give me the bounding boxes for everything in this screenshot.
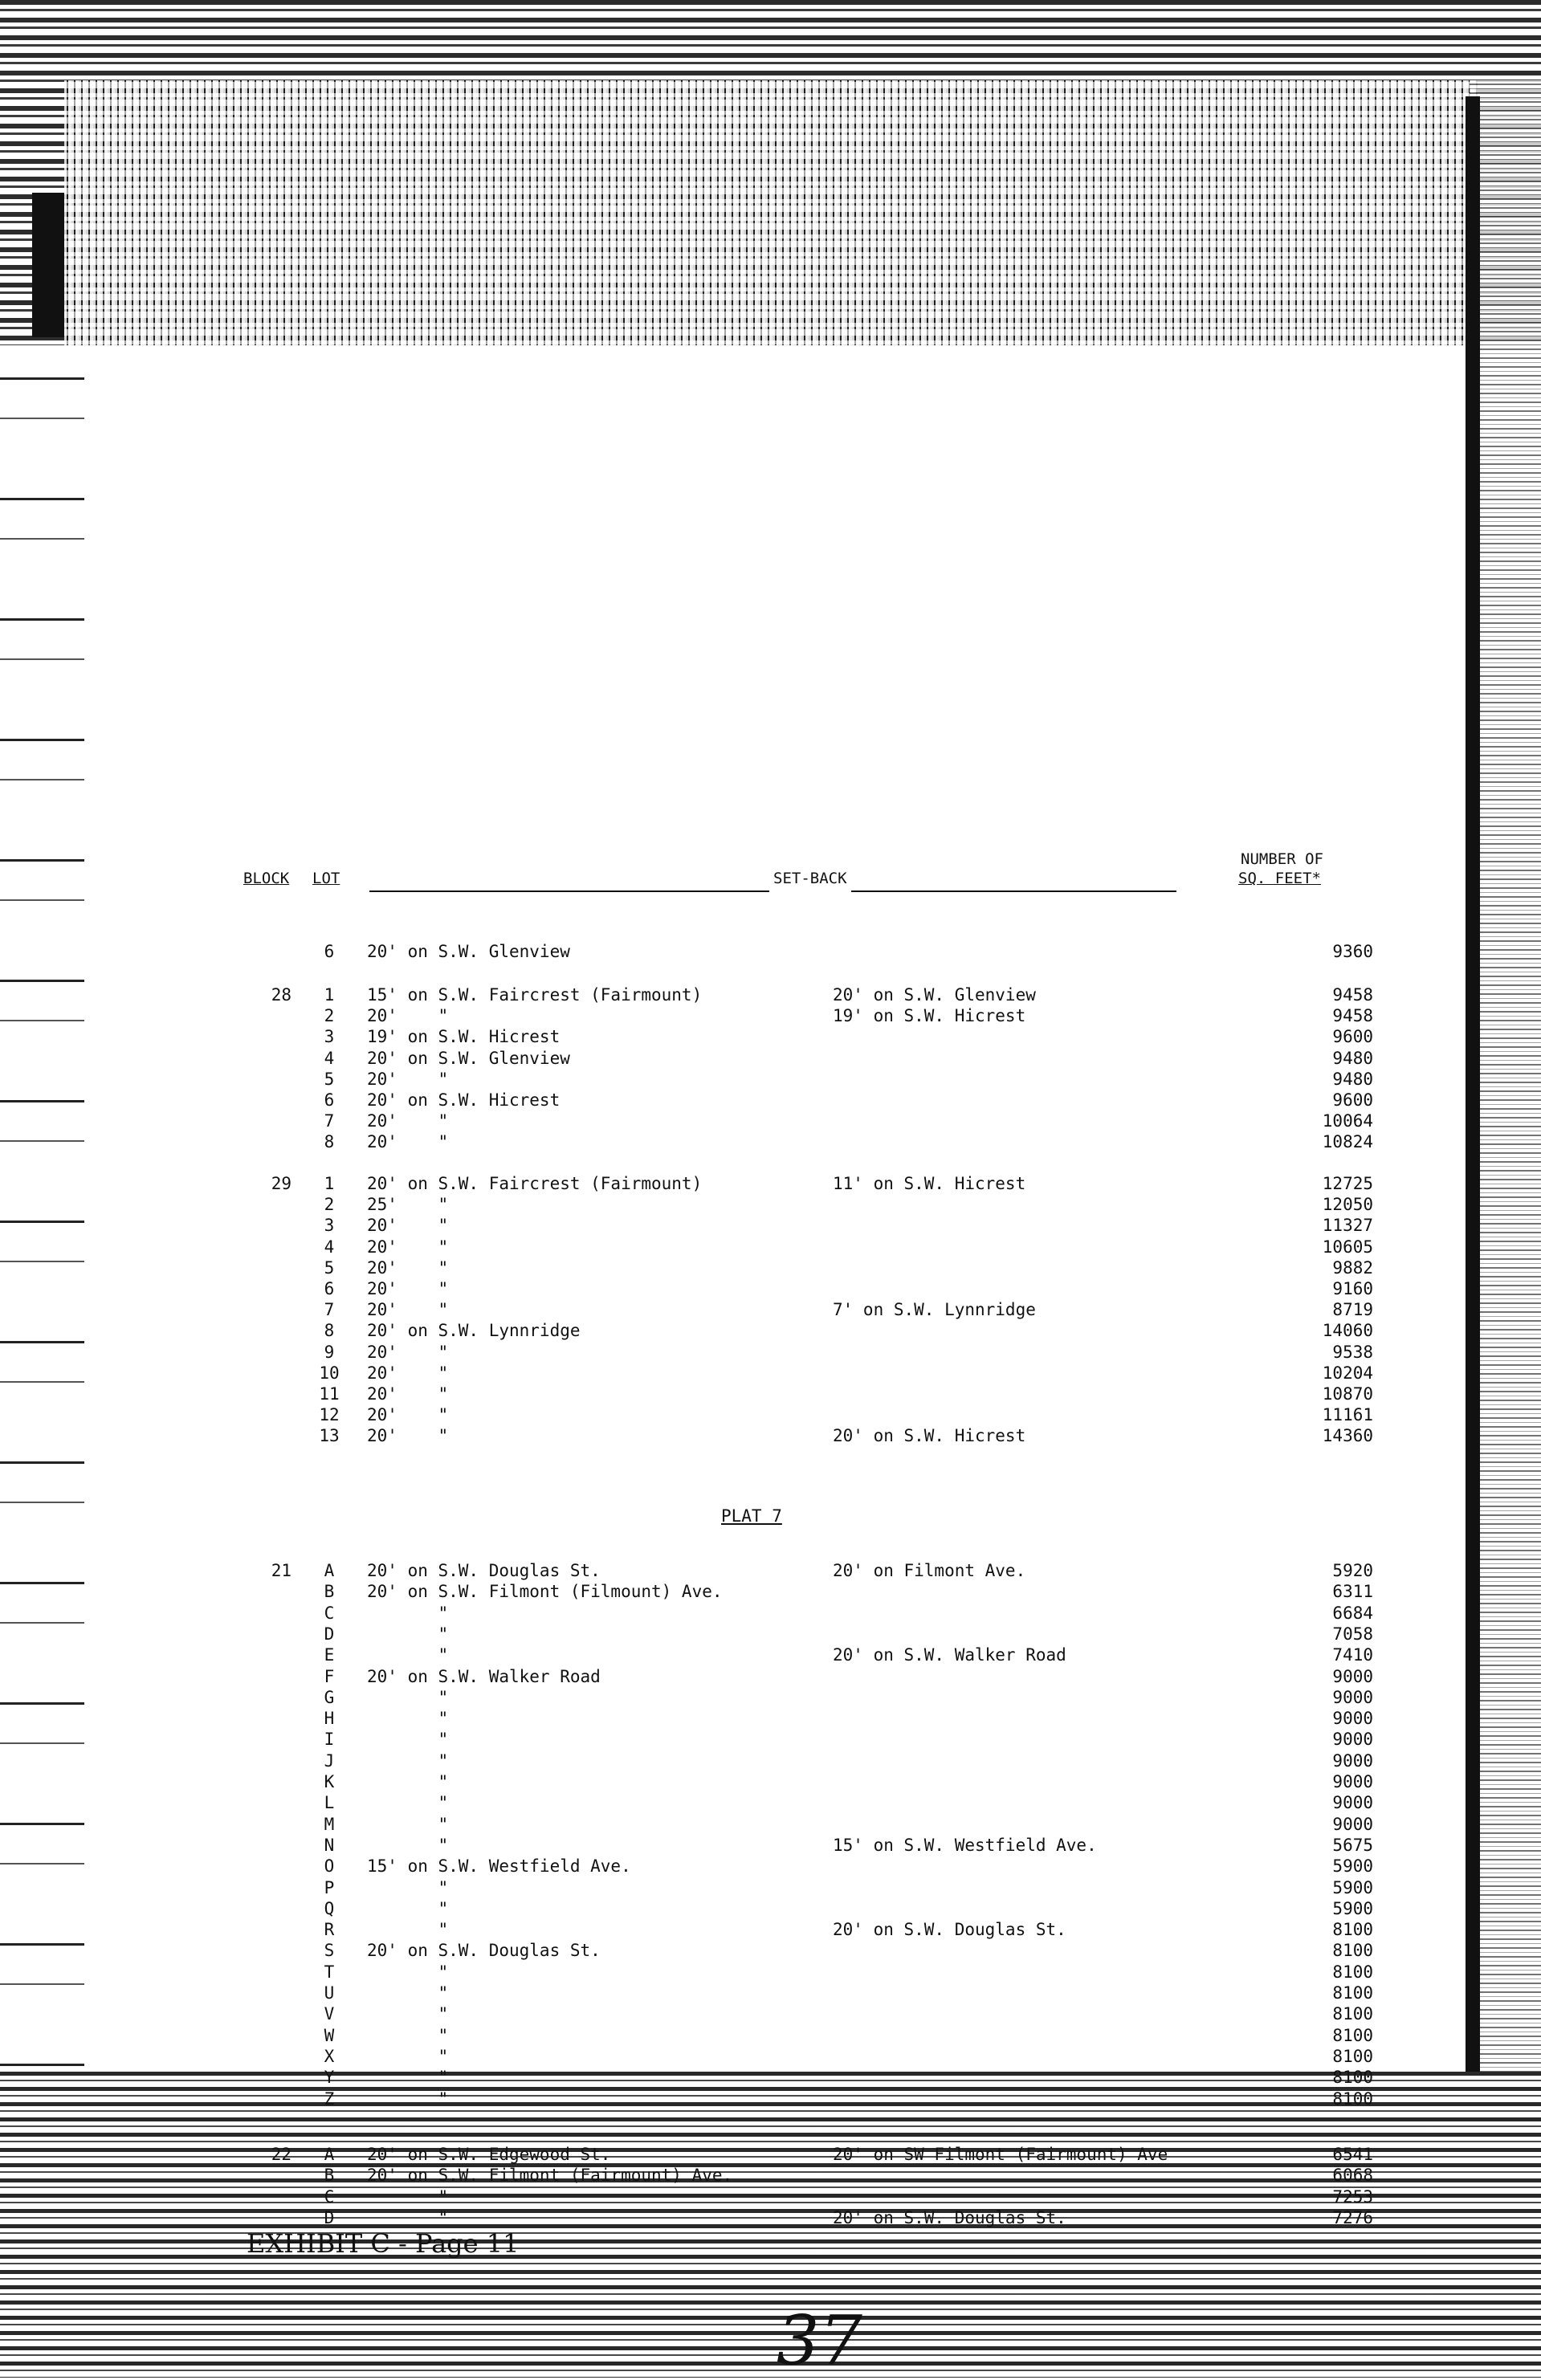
table-row: [84, 2144, 1466, 2166]
setback-primary-cell: ": [367, 1687, 449, 1707]
exhibit-footer: EXHIBIT C - Page 11: [247, 2228, 520, 2259]
table-row: [84, 1425, 1466, 1447]
setback-primary-cell: ": [367, 2046, 449, 2066]
lot-cell: L: [324, 1793, 335, 1813]
scan-noise-right: [1470, 80, 1541, 2072]
sqft-cell: 5900: [1332, 1856, 1373, 1877]
setback-primary-cell: 15' on S.W. Westfield Ave.: [367, 1856, 631, 1877]
lot-cell: 8: [324, 1132, 335, 1152]
table-row: [84, 1771, 1466, 1793]
sqft-cell: 10204: [1322, 1363, 1373, 1383]
table-row: [84, 1919, 1466, 1941]
lot-cell: U: [324, 1983, 335, 2003]
setback-primary-cell: 20' ": [367, 1216, 449, 1236]
lot-cell: 2: [324, 1006, 335, 1026]
lot-cell: D: [324, 1624, 335, 1644]
setback-primary-cell: 20' ": [367, 1132, 449, 1152]
setback-primary-cell: ": [367, 1898, 449, 1918]
table-row: [84, 1111, 1466, 1132]
sqft-cell: 9538: [1332, 1342, 1373, 1362]
table-row: [84, 1560, 1466, 1582]
sqft-cell: 8100: [1332, 1920, 1373, 1940]
table-row: [84, 1173, 1466, 1195]
setback-primary-cell: ": [367, 1645, 449, 1665]
sqft-cell: 9000: [1332, 1793, 1373, 1813]
sqft-cell: 10605: [1322, 1237, 1373, 1257]
sqft-cell: 7253: [1332, 2186, 1373, 2207]
table-row: [84, 1624, 1466, 1645]
handwritten-page-number: 37: [777, 2301, 862, 2380]
sqft-cell: 8100: [1332, 2046, 1373, 2066]
sqft-cell: 5920: [1332, 1561, 1373, 1580]
setback-primary-cell: 20' on S.W. Hicrest: [367, 1090, 561, 1110]
table-row: [84, 1603, 1466, 1624]
setback-primary-cell: ": [367, 1814, 449, 1834]
setback-primary-cell: ": [367, 2207, 449, 2227]
table-row: [84, 1877, 1466, 1899]
sqft-cell: 8100: [1332, 2004, 1373, 2024]
header-rule-left: [369, 890, 769, 892]
header-rule-right: [851, 890, 1176, 892]
table-row: [84, 941, 1466, 963]
sqft-cell: 7276: [1332, 2207, 1373, 2227]
lot-cell: 6: [324, 1090, 335, 1110]
setback-primary-cell: 20' ": [367, 1279, 449, 1298]
lot-cell: 10: [319, 1363, 340, 1383]
lot-cell: 4: [324, 1048, 335, 1068]
lot-cell: M: [324, 1814, 335, 1834]
lot-cell: D: [324, 2207, 335, 2227]
setback-primary-cell: 20' ": [367, 1300, 449, 1320]
setback-primary-cell: 20' on S.W. Douglas St.: [367, 1941, 601, 1961]
table-row: [84, 1090, 1466, 1111]
lot-cell: S: [324, 1941, 335, 1961]
sqft-cell: 9600: [1332, 1027, 1373, 1047]
table-row: [84, 2003, 1466, 2025]
sqft-cell: 9458: [1332, 1006, 1373, 1026]
sqft-cell: 7058: [1332, 1624, 1373, 1644]
lot-cell: T: [324, 1962, 335, 1982]
sqft-cell: 9458: [1332, 985, 1373, 1005]
sqft-cell: 8100: [1332, 1962, 1373, 1982]
table-row: [84, 1005, 1466, 1027]
sqft-cell: 6311: [1332, 1582, 1373, 1602]
setback-primary-cell: 20' on S.W. Edgewood St.: [367, 2145, 611, 2164]
plat-title: PLAT 7: [721, 1506, 782, 1526]
sqft-cell: 9000: [1332, 1730, 1373, 1750]
sqft-cell: 6541: [1332, 2145, 1373, 2164]
table-row: [84, 1581, 1466, 1603]
table-row: [84, 1131, 1466, 1153]
table-row: [84, 1792, 1466, 1814]
setback-primary-cell: 20' on S.W. Walker Road: [367, 1666, 601, 1686]
lot-cell: P: [324, 1877, 335, 1897]
setback-primary-cell: ": [367, 1603, 449, 1623]
header-sqft-line1: NUMBER OF: [1241, 850, 1323, 868]
table-row: [84, 1940, 1466, 1962]
setback-primary-cell: 20' on S.W. Filmont (Filmount) Ave.: [367, 1582, 723, 1602]
sqft-cell: 8100: [1332, 2068, 1373, 2088]
scan-noise-left: [0, 345, 88, 2072]
lot-cell: X: [324, 2046, 335, 2066]
setback-primary-cell: ": [367, 1772, 449, 1791]
sqft-cell: 6684: [1332, 1603, 1373, 1623]
setback-secondary-cell: 7' on S.W. Lynnridge: [833, 1300, 1036, 1320]
setback-secondary-cell: 20' on S.W. Douglas St.: [833, 2207, 1066, 2227]
lot-cell: O: [324, 1856, 335, 1877]
lot-cell: 7: [324, 1300, 335, 1320]
sqft-cell: 11161: [1322, 1405, 1373, 1425]
lot-cell: C: [324, 1603, 335, 1623]
lot-cell: 1: [324, 985, 335, 1005]
block-cell: 21: [271, 1561, 291, 1580]
setback-primary-cell: 15' on S.W. Faircrest (Fairmount): [367, 985, 703, 1005]
sqft-cell: 5675: [1332, 1835, 1373, 1855]
lot-cell: A: [324, 2145, 335, 2164]
sqft-cell: 12050: [1322, 1195, 1373, 1215]
scan-edge-bar: [1466, 96, 1480, 2072]
lot-cell: Y: [324, 2068, 335, 2088]
setback-primary-cell: 20' ": [367, 1069, 449, 1089]
setback-primary-cell: 20' ": [367, 1342, 449, 1362]
sqft-cell: 5900: [1332, 1898, 1373, 1918]
setback-secondary-cell: 20' on Filmont Ave.: [833, 1561, 1026, 1580]
table-row: [84, 1257, 1466, 1279]
setback-primary-cell: 25' ": [367, 1195, 449, 1215]
setback-secondary-cell: 15' on S.W. Westfield Ave.: [833, 1835, 1097, 1855]
lot-cell: F: [324, 1666, 335, 1686]
table-row: [84, 1363, 1466, 1384]
sqft-cell: 10870: [1322, 1384, 1373, 1404]
sqft-cell: 9600: [1332, 1090, 1373, 1110]
sqft-cell: 9000: [1332, 1814, 1373, 1834]
setback-primary-cell: ": [367, 2068, 449, 2088]
table-row: [84, 1299, 1466, 1321]
sqft-cell: 11327: [1322, 1216, 1373, 1236]
sqft-cell: 9000: [1332, 1709, 1373, 1729]
lot-cell: 2: [324, 1195, 335, 1215]
lot-cell: 11: [319, 1384, 340, 1404]
lot-cell: H: [324, 1709, 335, 1729]
sqft-cell: 14360: [1322, 1426, 1373, 1446]
sqft-cell: 12725: [1322, 1174, 1373, 1193]
setback-primary-cell: ": [367, 2025, 449, 2045]
sqft-cell: 14060: [1322, 1321, 1373, 1341]
setback-primary-cell: ": [367, 1793, 449, 1813]
document-page: [84, 345, 1466, 2380]
lot-cell: A: [324, 1561, 335, 1580]
table-row: [84, 1048, 1466, 1070]
setback-primary-cell: ": [367, 2186, 449, 2207]
setback-primary-cell: 20' on S.W. Filmont (Fairmount) Ave.: [367, 2166, 733, 2186]
lot-cell: 12: [319, 1405, 340, 1425]
sqft-cell: 10824: [1322, 1132, 1373, 1152]
sqft-cell: 6068: [1332, 2166, 1373, 2186]
table-row: [84, 984, 1466, 1006]
lot-cell: 5: [324, 1069, 335, 1089]
table-row: [84, 1342, 1466, 1363]
table-row: [84, 1215, 1466, 1237]
table-row: [84, 1835, 1466, 1856]
setback-secondary-cell: 20' on S.W. Glenview: [833, 985, 1036, 1005]
lot-cell: W: [324, 2025, 335, 2045]
sqft-cell: 7410: [1332, 1645, 1373, 1665]
table-row: [84, 1069, 1466, 1090]
table-row: [84, 1666, 1466, 1688]
sqft-cell: 5900: [1332, 1877, 1373, 1897]
setback-primary-cell: 20' ": [367, 1384, 449, 1404]
sqft-cell: 10064: [1322, 1111, 1373, 1131]
setback-primary-cell: 20' ": [367, 1405, 449, 1425]
lot-cell: Q: [324, 1898, 335, 1918]
setback-primary-cell: ": [367, 1750, 449, 1771]
setback-primary-cell: 19' on S.W. Hicrest: [367, 1027, 561, 1047]
table-row: [84, 1750, 1466, 1772]
setback-primary-cell: ": [367, 2089, 449, 2109]
table-row: [84, 1194, 1466, 1216]
table-row: [84, 2089, 1466, 2110]
setback-primary-cell: 20' ": [367, 1363, 449, 1383]
table-row: [84, 1856, 1466, 1877]
lot-cell: K: [324, 1772, 335, 1791]
block-cell: 28: [271, 985, 291, 1005]
setback-primary-cell: 20' on S.W. Glenview: [367, 1048, 570, 1068]
lot-cell: G: [324, 1687, 335, 1707]
lot-cell: 1: [324, 1174, 335, 1193]
setback-primary-cell: ": [367, 1920, 449, 1940]
table-row: [84, 1384, 1466, 1405]
block-cell: 22: [271, 2145, 291, 2164]
lot-cell: 6: [324, 942, 335, 961]
sqft-cell: 9160: [1332, 1279, 1373, 1298]
sqft-cell: 9000: [1332, 1687, 1373, 1707]
setback-primary-cell: 20' on S.W. Glenview: [367, 942, 570, 961]
table-row: [84, 1320, 1466, 1342]
header-setback: SET-BACK: [773, 870, 847, 887]
table-row: [84, 1644, 1466, 1666]
block-cell: 29: [271, 1174, 291, 1193]
sqft-cell: 8100: [1332, 1983, 1373, 2003]
lot-cell: 4: [324, 1237, 335, 1257]
table-row: [84, 1729, 1466, 1750]
setback-primary-cell: ": [367, 1877, 449, 1897]
lot-cell: E: [324, 1645, 335, 1665]
setback-secondary-cell: 11' on S.W. Hicrest: [833, 1174, 1026, 1193]
lot-cell: V: [324, 2004, 335, 2024]
sqft-cell: 9360: [1332, 942, 1373, 961]
lot-cell: C: [324, 2186, 335, 2207]
setback-primary-cell: 20' ": [367, 1006, 449, 1026]
lot-cell: B: [324, 1582, 335, 1602]
table-row: [84, 2207, 1466, 2229]
sqft-cell: 8719: [1332, 1300, 1373, 1320]
setback-secondary-cell: 20' on S.W. Walker Road: [833, 1645, 1066, 1665]
lot-cell: 8: [324, 1321, 335, 1341]
table-row: [84, 2067, 1466, 2089]
lot-cell: J: [324, 1750, 335, 1771]
table-row: [84, 1962, 1466, 1983]
header-lot: LOT: [312, 870, 340, 887]
lot-cell: I: [324, 1730, 335, 1750]
table-row: [84, 2186, 1466, 2208]
sqft-cell: 9480: [1332, 1048, 1373, 1068]
setback-primary-cell: ": [367, 1624, 449, 1644]
sqft-cell: 8100: [1332, 1941, 1373, 1961]
lot-cell: N: [324, 1835, 335, 1855]
sqft-cell: 9000: [1332, 1750, 1373, 1771]
setback-primary-cell: ": [367, 2004, 449, 2024]
sqft-cell: 8100: [1332, 2089, 1373, 2109]
lot-cell: 9: [324, 1342, 335, 1362]
setback-secondary-cell: 20' on S.W. Douglas St.: [833, 1920, 1066, 1940]
setback-primary-cell: ": [367, 1709, 449, 1729]
setback-primary-cell: 20' ": [367, 1237, 449, 1257]
setback-primary-cell: 20' ": [367, 1111, 449, 1131]
table-row: [84, 1898, 1466, 1920]
table-row: [84, 1983, 1466, 2004]
table-row: [84, 2025, 1466, 2047]
header-sqft-line2: SQ. FEET*: [1238, 870, 1321, 887]
setback-primary-cell: 20' on S.W. Lynnridge: [367, 1321, 581, 1341]
setback-secondary-cell: 20' on SW Filmont (Fairmount) Ave: [833, 2145, 1168, 2164]
setback-primary-cell: ": [367, 1962, 449, 1982]
setback-primary-cell: 20' on S.W. Douglas St.: [367, 1561, 601, 1580]
lot-cell: 13: [319, 1426, 340, 1446]
sqft-cell: 8100: [1332, 2025, 1373, 2045]
sqft-cell: 9480: [1332, 1069, 1373, 1089]
lot-cell: R: [324, 1920, 335, 1940]
lot-cell: 3: [324, 1027, 335, 1047]
lot-cell: B: [324, 2166, 335, 2186]
setback-secondary-cell: 20' on S.W. Hicrest: [833, 1426, 1026, 1446]
sqft-cell: 9000: [1332, 1666, 1373, 1686]
lot-cell: 7: [324, 1111, 335, 1131]
scan-stamp-mark: [32, 193, 64, 337]
table-row: [84, 1814, 1466, 1836]
sqft-cell: 9000: [1332, 1772, 1373, 1791]
table-row: [84, 1404, 1466, 1426]
table-row: [84, 1237, 1466, 1258]
lot-cell: 5: [324, 1257, 335, 1278]
lot-cell: Z: [324, 2089, 335, 2109]
table-row: [84, 1687, 1466, 1709]
lot-cell: 3: [324, 1216, 335, 1236]
scan-noise-top-fade: [64, 80, 1478, 345]
setback-primary-cell: ": [367, 1983, 449, 2003]
table-row: [84, 1708, 1466, 1730]
setback-secondary-cell: 19' on S.W. Hicrest: [833, 1006, 1026, 1026]
setback-primary-cell: 20' ": [367, 1257, 449, 1278]
table-row: [84, 1278, 1466, 1300]
lot-cell: 6: [324, 1279, 335, 1298]
setback-primary-cell: ": [367, 1730, 449, 1750]
setback-primary-cell: 20' on S.W. Faircrest (Fairmount): [367, 1174, 703, 1193]
header-block: BLOCK: [243, 870, 290, 887]
table-row: [84, 2046, 1466, 2068]
setback-primary-cell: 20' ": [367, 1426, 449, 1446]
table-row: [84, 2165, 1466, 2186]
table-row: [84, 1026, 1466, 1048]
sqft-cell: 9882: [1332, 1257, 1373, 1278]
setback-primary-cell: ": [367, 1835, 449, 1855]
